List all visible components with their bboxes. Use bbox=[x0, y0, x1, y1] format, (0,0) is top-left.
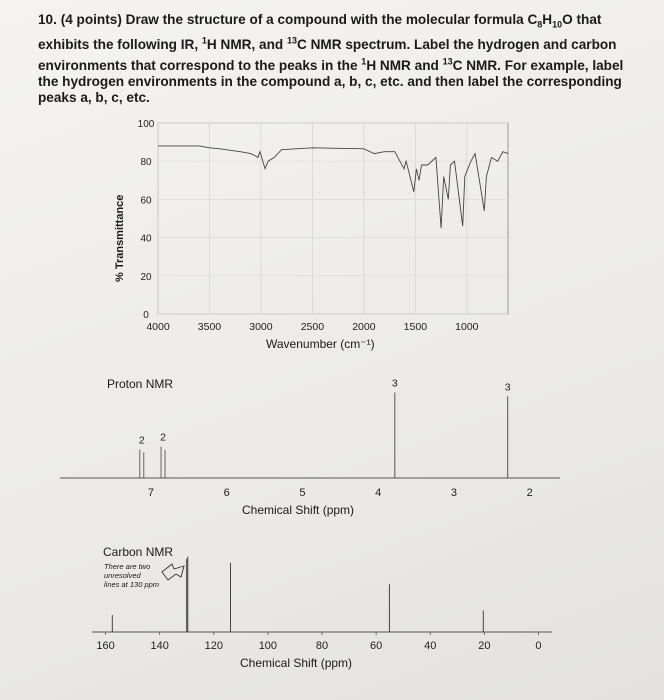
carbon-nmr-title: Carbon NMR bbox=[103, 545, 174, 559]
ir-y-axis-label: % Transmittance bbox=[114, 194, 126, 282]
carbon-nmr-note-arrow-icon bbox=[162, 564, 184, 580]
ir-x-tick-label: 2500 bbox=[300, 321, 325, 333]
carbon-nmr-note: There are two unresolved lines at 130 ppm bbox=[104, 562, 160, 589]
proton-nmr-integration-label: 3 bbox=[391, 377, 398, 390]
proton-nmr-integration-label: 2 bbox=[160, 431, 166, 444]
proton-nmr-x-tick-label: 7 bbox=[147, 487, 154, 499]
ir-y-tick-label: 20 bbox=[140, 271, 152, 283]
ir-x-tick-label: 1000 bbox=[455, 321, 479, 333]
carbon-nmr-x-tick-label: 120 bbox=[204, 640, 223, 652]
carbon-nmr-x-tick-label: 20 bbox=[478, 640, 491, 652]
carbon-nmr-x-tick-label: 140 bbox=[150, 640, 169, 652]
carbon-nmr-x-axis-label: Chemical Shift (ppm) bbox=[240, 656, 353, 670]
question-points: (4 points) bbox=[60, 12, 122, 27]
proton-nmr-integration-label: 2 bbox=[138, 434, 145, 447]
proton-nmr-x-tick-label: 5 bbox=[299, 487, 306, 499]
carbon-nmr-x-tick-label: 0 bbox=[535, 640, 542, 652]
carbon-nmr-x-tick-label: 100 bbox=[258, 640, 278, 652]
question-body: Draw the structure of a compound with the molecular formula $C_8H_{10}O$ that exhibits the following IR, $^1$H NMR, and $^{13}$C NMR spectrum. Label the hydrogen and carbon environments that correspond to the peaks in the $^1$H NMR and $^{13}$C NMR. For example, label the hydrogen environments in the compound a, b, c, etc. and then label the corresponding peaks a, b, c, etc. bbox=[38, 12, 624, 105]
proton-nmr-title: Proton NMR bbox=[107, 377, 174, 391]
ir-x-tick-label: 3500 bbox=[197, 321, 222, 333]
proton-nmr-x-tick-label: 3 bbox=[450, 487, 458, 499]
proton-nmr-x-tick-label: 4 bbox=[375, 487, 382, 499]
proton-nmr-x-axis-label: Chemical Shift (ppm) bbox=[242, 503, 355, 517]
ir-y-tick-label: 60 bbox=[140, 195, 152, 207]
proton-nmr-integration-label: 3 bbox=[504, 381, 511, 394]
ir-x-tick-label: 4000 bbox=[146, 321, 170, 333]
ir-x-tick-label: 1500 bbox=[403, 321, 428, 333]
ir-y-tick-label: 100 bbox=[137, 119, 155, 130]
ir-x-tick-label: 2000 bbox=[352, 321, 376, 333]
ir-x-axis-label: Wavenumber (cm⁻¹) bbox=[266, 337, 375, 351]
ir-y-tick-label: 80 bbox=[140, 157, 152, 169]
carbon-nmr-x-tick-label: 80 bbox=[315, 640, 329, 652]
proton-nmr-x-tick-label: 2 bbox=[526, 487, 533, 499]
carbon-nmr-x-tick-label: 40 bbox=[424, 640, 437, 652]
carbon-nmr-x-tick-label: 60 bbox=[369, 640, 383, 652]
ir-x-tick-label: 3000 bbox=[249, 321, 273, 333]
ir-y-tick-label: 40 bbox=[140, 233, 152, 245]
ir-y-tick-label: 0 bbox=[143, 310, 149, 321]
question-number: 10. bbox=[38, 12, 57, 27]
carbon-nmr-x-tick-label: 160 bbox=[96, 640, 115, 652]
proton-nmr-x-tick-label: 6 bbox=[223, 487, 230, 499]
